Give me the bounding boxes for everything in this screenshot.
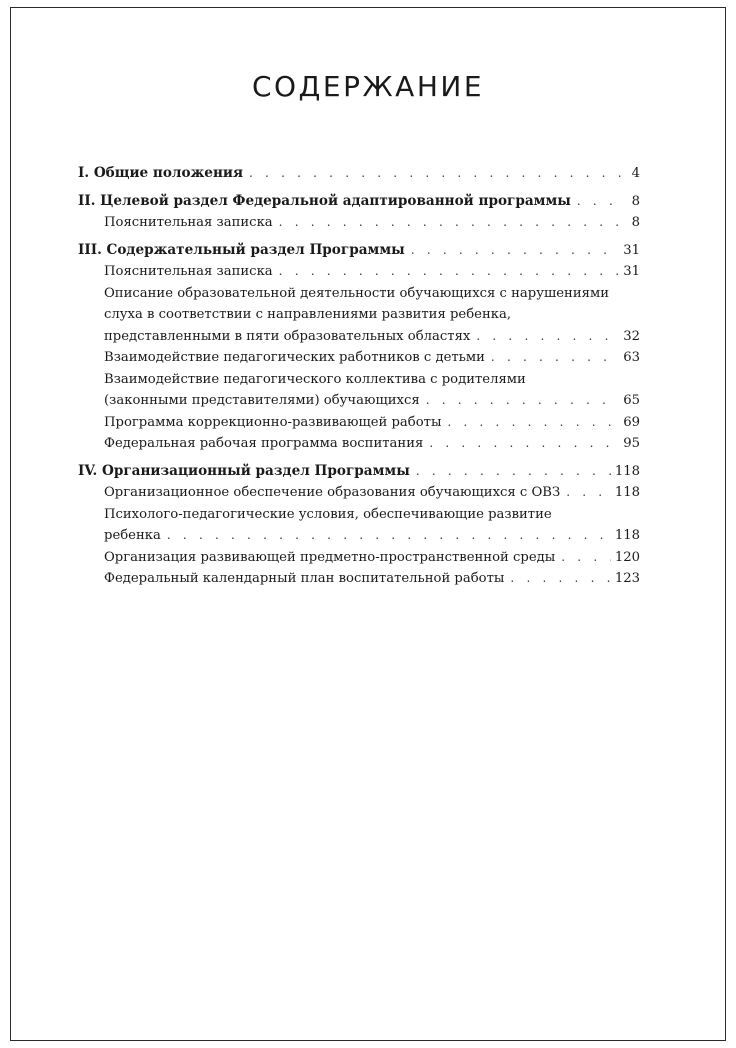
dot-leader xyxy=(577,191,622,213)
page-number: 118 xyxy=(614,528,640,543)
toc-item-last-line xyxy=(78,390,640,412)
toc-entry[interactable] xyxy=(78,261,640,283)
toc-section-1 xyxy=(78,163,640,185)
toc-entry[interactable] xyxy=(78,433,640,455)
toc-item-text-line: Взаимодействие педагогического коллектива с родителями xyxy=(104,371,526,387)
toc-item-text-line: Психолого-педагогические условия, обеспечивающие развитие xyxy=(104,506,552,522)
page-number: 123 xyxy=(614,571,640,586)
toc-item-text: Федеральная рабочая программа воспитания xyxy=(104,436,424,451)
toc-item-text: Организация развивающей предметно-пространственной среды xyxy=(104,549,556,565)
page-number: 69 xyxy=(623,414,640,430)
dot-leader xyxy=(566,482,611,504)
dot-leader xyxy=(279,212,622,234)
toc-section-3 xyxy=(78,240,640,455)
toc-item-text-line: (законными представителями) обучающихся xyxy=(104,393,420,408)
toc-item-text: Пояснительная записка xyxy=(104,215,273,230)
toc-item-text-line: слуха в соответствии с направлениями развития ребенка, xyxy=(104,307,512,322)
page-number: 95 xyxy=(623,436,640,451)
dot-leader xyxy=(510,568,610,590)
toc-item-text-line: Описание образовательной деятельности обучающихся с нарушениями xyxy=(104,285,610,301)
dot-leader xyxy=(429,433,619,455)
toc-item-last-line xyxy=(78,525,640,547)
page-number: 8 xyxy=(631,193,640,209)
page-number: 8 xyxy=(631,215,640,230)
dot-leader xyxy=(249,163,622,185)
page-number: 4 xyxy=(631,166,640,181)
toc-item-text: Программа коррекционно-развивающей работы xyxy=(104,414,442,430)
table-of-contents xyxy=(78,163,640,596)
toc-entry-section-1[interactable] xyxy=(78,163,640,185)
dot-leader xyxy=(476,326,619,348)
dot-leader xyxy=(426,390,620,412)
toc-item-text: Федеральный календарный план воспитательной работы xyxy=(104,571,505,586)
page-number: 118 xyxy=(614,485,640,500)
toc-heading: II. Целевой раздел Федеральной адаптированной программы xyxy=(78,192,571,209)
toc-entry[interactable] xyxy=(78,347,640,369)
toc-entry[interactable] xyxy=(78,568,640,590)
page-title: СОДЕРЖАНИЕ xyxy=(251,70,485,103)
toc-item-text: Организационное обеспечение образования обучающихся с ОВЗ xyxy=(104,485,561,500)
toc-entry-section-2[interactable] xyxy=(78,191,640,213)
toc-entry[interactable] xyxy=(78,547,640,569)
dot-leader xyxy=(279,261,620,283)
toc-entry-section-3[interactable] xyxy=(78,240,640,262)
toc-entry[interactable] xyxy=(78,482,640,504)
toc-heading: I. Общие положения xyxy=(78,165,244,181)
page-number: 31 xyxy=(623,264,640,279)
dot-leader xyxy=(416,461,611,483)
toc-heading: III. Содержательный раздел Программы xyxy=(78,241,405,258)
toc-item-text-line: ребенка xyxy=(104,528,161,543)
toc-section-4 xyxy=(78,461,640,590)
toc-entry-multiline[interactable] xyxy=(78,504,640,547)
dot-leader xyxy=(167,525,611,547)
toc-entry[interactable] xyxy=(78,212,640,234)
dot-leader xyxy=(447,412,619,434)
dot-leader xyxy=(561,547,611,569)
toc-entry[interactable] xyxy=(78,412,640,434)
page-number: 63 xyxy=(623,350,640,365)
toc-item-last-line xyxy=(78,326,640,348)
toc-entry-multiline[interactable] xyxy=(78,369,640,412)
toc-entry-multiline[interactable] xyxy=(78,283,640,348)
page-number: 31 xyxy=(623,242,640,258)
dot-leader xyxy=(491,347,619,369)
page-number: 32 xyxy=(623,328,640,344)
toc-item-text: Взаимодействие педагогических работников с детьми xyxy=(104,350,485,365)
page-number: 65 xyxy=(623,393,640,408)
toc-item-text: Пояснительная записка xyxy=(104,264,273,279)
toc-item-text-line: представленными в пяти образовательных областях xyxy=(104,328,471,344)
toc-entry-section-4[interactable] xyxy=(78,461,640,483)
toc-heading: IV. Организационный раздел Программы xyxy=(78,462,410,479)
toc-section-2 xyxy=(78,191,640,234)
dot-leader xyxy=(411,240,619,262)
page-number: 118 xyxy=(614,463,640,479)
page-number: 120 xyxy=(614,549,640,565)
